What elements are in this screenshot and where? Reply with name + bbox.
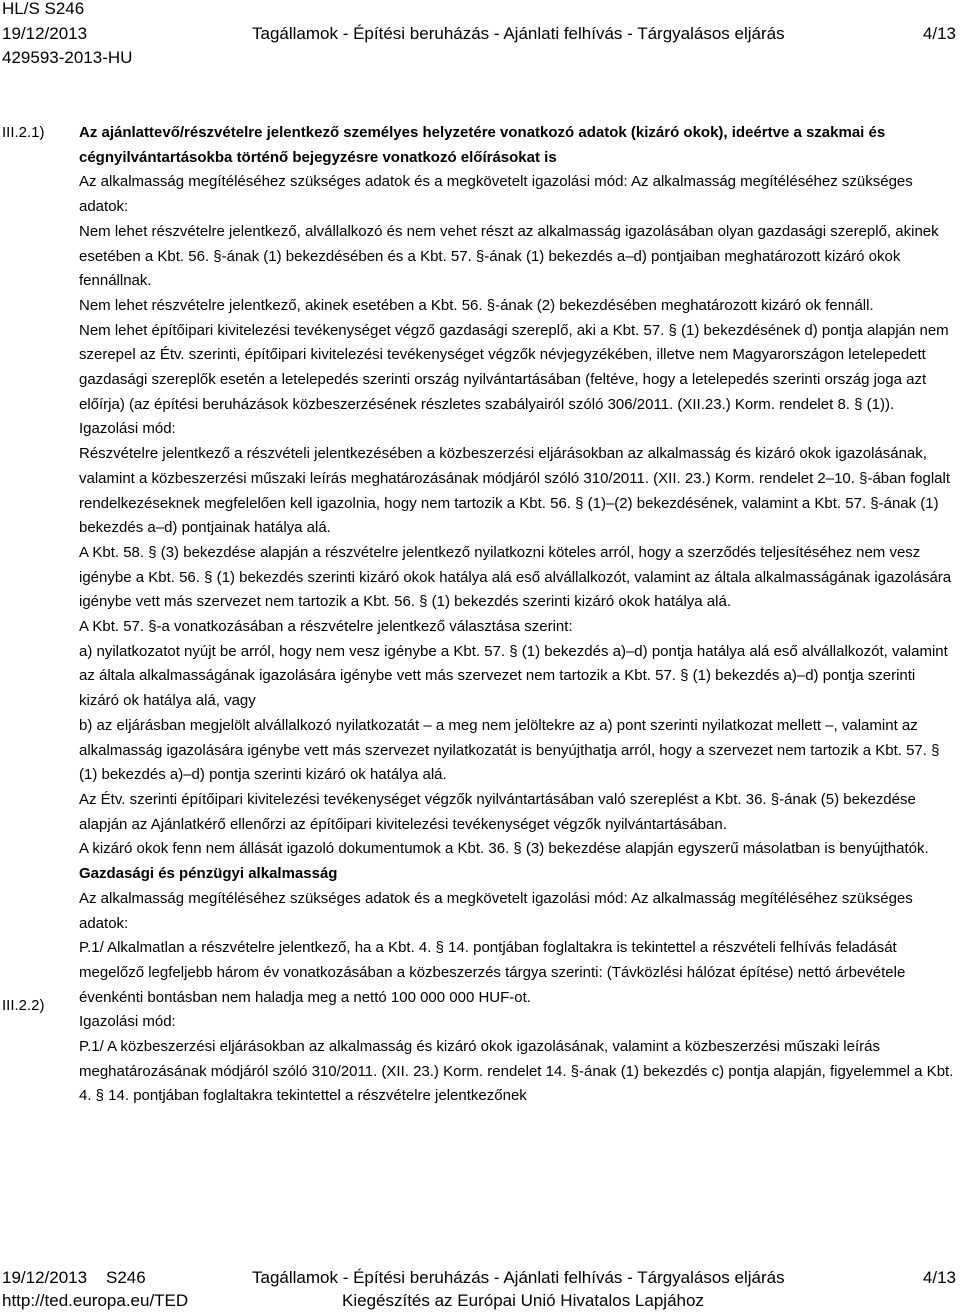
header-date: 19/12/2013: [2, 24, 88, 43]
page-header: [0, 0, 960, 72]
header-page-number: 4/13: [922, 24, 956, 43]
paragraph: P.1/ A közbeszerzési eljárásokban az alkalmasság és kizáró okok igazolásának, valamint a közbeszerzési műszaki leírás meghatározásának módjáról szóló 310/2011. (XII. 23.) Korm. rendelet 14. §-ának (1) bekezdés c) pontja alapján, figyelemmel a Kbt. 4. § 14. pontjában foglaltakra tekintettel a részvételre jelentkezőnek: [79, 1038, 954, 1105]
paragraph: A Kbt. 58. § (3) bekezdése alapján a részvételre jelentkező nyilatkozni köteles arról, hogy a szerződés teljesítéséhez nem vesz igénybe a Kbt. 56. § (1) bekezdés szerinti kizáró okok hatálya alá eső alvállalkozót, valamint az általa alkalmasságának igazolására igénybe vett más szervezet nem tartozik a Kbt. 56. § (1) bekezdés szerinti kizáró okok hatálya alá.: [79, 543, 952, 611]
paragraph: Nem lehet építőipari kivitelezési tevékenységet végző gazdasági szereplő, aki a Kbt. 57. § (1) bekezdésének d) pontja alapján nem szerepel az Étv. szerinti, építőipari kivitelezési tevékenységet végzők névjegyzékében, illetve nem Magyarországon letelepedett gazdasági szereplők esetén a letelepedés szerinti ország nyilvántartásában (feltéve, hogy a letelepedés szerinti ország joga azt előírja) (az építési beruházások közbeszerzésének részletes szabályairól szóló 306/2011. (XII.23.) Korm. rendelet 8. § (1)).: [79, 321, 949, 413]
page-footer: [0, 1262, 960, 1311]
header-title: Tagállamok - Építési beruházás - Ajánlati felhívás - Tárgyalásos eljárás: [252, 24, 785, 43]
paragraph: Az alkalmasság megítéléséhez szükséges adatok és a megkövetelt igazolási mód: Az alkalmasság megítéléséhez szükséges adatok:: [79, 173, 913, 216]
series-label: HL/S S246: [2, 0, 85, 18]
footer-page-number: 4/13: [922, 1268, 956, 1287]
section-number: III.2.2): [2, 997, 45, 1014]
footer-date: 19/12/2013: [2, 1268, 88, 1287]
paragraph: A kizáró okok fenn nem állását igazoló dokumentumok a Kbt. 36. § (3) bekezdése alapján egyszerű másolatban is benyújthatók.: [79, 840, 929, 858]
document-body: [79, 121, 956, 1109]
footer-supplement: Kiegészítés az Európai Unió Hivatalos Lapjához: [342, 1291, 704, 1310]
footer-title: Tagállamok - Építési beruházás - Ajánlati felhívás - Tárgyalásos eljárás: [252, 1268, 785, 1287]
paragraph: A Kbt. 57. §-a vonatkozásában a részvételre jelentkező választása szerint:: [79, 618, 573, 636]
paragraph: a) nyilatkozatot nyújt be arról, hogy nem vesz igénybe a Kbt. 57. § (1) bekezdés a)–d) pontja hatálya alá eső alvállalkozót, valamint az általa alkalmasságának igazolására igénybe vett más szervezet nem tartozik a Kbt. 57. § (1) bekezdés a)–d) pontja szerinti kizáró ok hatálya alá, vagy: [79, 642, 948, 710]
footer-url[interactable]: http://ted.europa.eu/TED: [2, 1291, 189, 1310]
paragraph: P.1/ Alkalmatlan a részvételre jelentkező, ha a Kbt. 4. § 14. pontjában foglaltakra is tekintettel a részvételi felhívás feladását megelőző legfeljebb három év vonatkozásában a közbeszerzés tárgya szerinti: (Távközlési hálózat építése) nettó árbevétele évenkénti bontásban nem haladja meg a nettó 100 000 000 HUF-ot.: [79, 939, 906, 1006]
paragraph: Az alkalmasság megítéléséhez szükséges adatok és a megkövetelt igazolási mód: Az alkalmasság megítéléséhez szükséges adatok:: [79, 889, 913, 932]
footer-series: S246: [106, 1268, 146, 1287]
paragraph: Nem lehet részvételre jelentkező, alvállalkozó és nem vehet részt az alkalmasság igazolásában olyan gazdasági szereplő, akinek esetében a Kbt. 56. §-ának (1) bekezdésében és a Kbt. 57. §-ának (1) bekezdés a–d) pontjaiban meghatározott kizáró okok fennállnak.: [79, 222, 939, 290]
paragraph: Igazolási mód:: [79, 420, 176, 438]
paragraph: Nem lehet részvételre jelentkező, akinek esetében a Kbt. 56. §-ának (2) bekezdésében meghatározott kizáró ok fennáll.: [79, 296, 874, 314]
paragraph: Igazolási mód:: [79, 1013, 176, 1031]
section-heading: Az ajánlattevő/részvételre jelentkező személyes helyzetére vonatkozó adatok (kizáró okok), ideértve a szakmai és cégnyilvántartásokba történő bejegyzésre vonatkozó előírásokat is: [79, 124, 886, 166]
paragraph: b) az eljárásban megjelölt alvállalkozó nyilatkozatát – a meg nem jelöltekre az a) pont szerinti nyilatkozat mellett –, valamint az alkalmasság igazolására igénybe vett más szervezet nyilatkozatát is benyújthatja arról, hogy a szervezet nem tartozik a Kbt. 57. § (1) bekezdés a)–d) pontja szerinti kizáró ok hatálya alá.: [79, 716, 940, 784]
paragraph: Az Étv. szerinti építőipari kivitelezési tevékenységet végzők nyilvántartásában való szereplést a Kbt. 36. §-ának (5) bekezdése alapján az Ajánlatkérő ellenőrzi az építőipari kivitelezési tevékenységet végzők nyilvántartásában.: [79, 790, 916, 833]
section-heading: Gazdasági és pénzügyi alkalmasság: [79, 865, 338, 883]
footer-date-series: [2, 1267, 146, 1289]
notice-id: 429593-2013-HU: [2, 48, 133, 67]
section-number: III.2.1): [2, 124, 45, 141]
paragraph: Részvételre jelentkező a részvételi jelentkezésében a közbeszerzési eljárásokban az alkalmasság és kizáró okok igazolásának, valamint a közbeszerzési műszaki leírás meghatározásának módjáról szóló 310/2011. (XII. 23.) Korm. rendelet 2–10. §-ában foglalt rendelkezéseknek megfelelően kell igazolnia, hogy nem tartozik a Kbt. 56. § (1)–(2) bekezdésének, valamint a Kbt. 57. §-ának (1) bekezdés a–d) pontjainak hatálya alá.: [79, 445, 951, 537]
